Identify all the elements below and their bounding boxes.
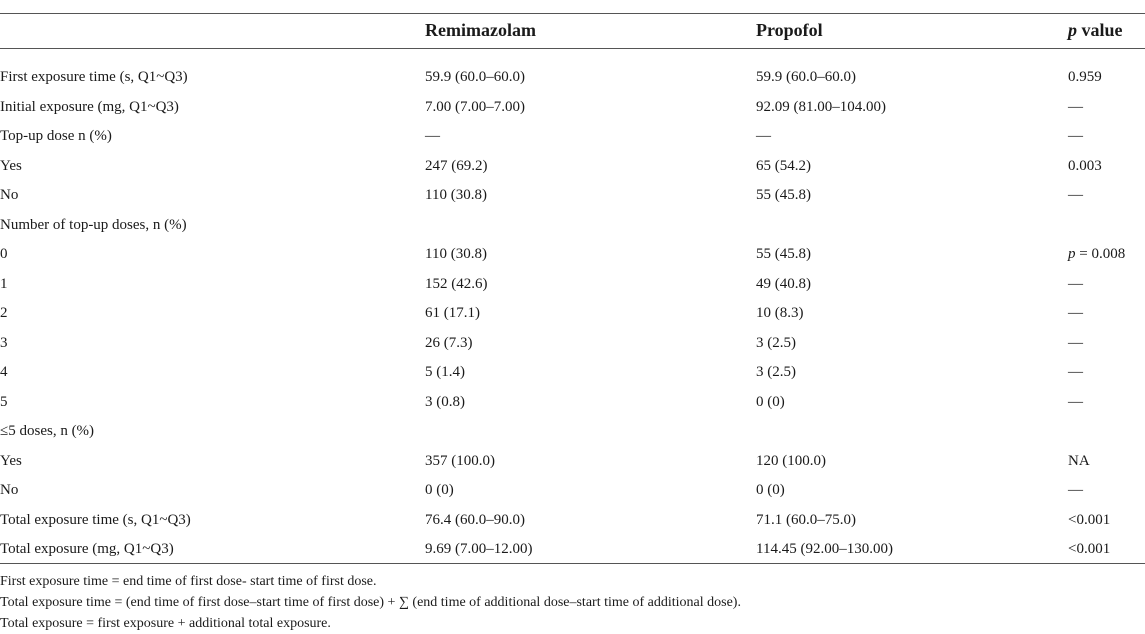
- p-value: —: [1068, 128, 1083, 145]
- row-label: 4: [0, 364, 8, 381]
- header-row: [0, 13, 1145, 47]
- table-row: [0, 152, 1145, 182]
- p-value: —: [1068, 364, 1083, 381]
- row-label: Number of top-up doses, n (%): [0, 216, 187, 233]
- propofol-value: 71.1 (60.0–75.0): [756, 511, 856, 528]
- propofol-value: 65 (54.2): [756, 157, 811, 174]
- footnote-3: Total exposure = first exposure + additional total exposure.: [0, 616, 331, 631]
- propofol-value: 3 (2.5): [756, 364, 796, 381]
- propofol-value: 120 (100.0): [756, 452, 826, 469]
- remimazolam-value: 61 (17.1): [425, 305, 480, 322]
- p-value: <0.001: [1068, 541, 1111, 558]
- header-propofol: Propofol: [756, 19, 823, 40]
- propofol-value: 55 (45.8): [756, 187, 811, 204]
- propofol-value: [756, 211, 1068, 241]
- p-value: —: [1068, 482, 1083, 499]
- header-p-value: p value: [1068, 19, 1123, 40]
- table-row: [0, 299, 1145, 329]
- propofol-value: 0 (0): [756, 482, 785, 499]
- row-label: Top-up dose n (%): [0, 128, 112, 145]
- table-row: [0, 240, 1145, 270]
- table-row: [0, 476, 1145, 506]
- remimazolam-value: 3 (0.8): [425, 393, 465, 410]
- row-label: Yes: [0, 452, 22, 469]
- table-row: [0, 329, 1145, 359]
- table-row: [0, 388, 1145, 418]
- table-row: [0, 506, 1145, 536]
- table-row: [0, 63, 1145, 93]
- p-value: p = 0.008: [1068, 246, 1126, 263]
- table-row: [0, 270, 1145, 300]
- p-value: —: [1068, 98, 1083, 115]
- remimazolam-value: —: [425, 128, 440, 145]
- row-label: 5: [0, 393, 8, 410]
- p-value: —: [1068, 305, 1083, 322]
- propofol-value: 114.45 (92.00–130.00): [756, 541, 893, 558]
- remimazolam-value: 76.4 (60.0–90.0): [425, 511, 525, 528]
- table-row: [0, 122, 1145, 152]
- row-label: 3: [0, 334, 8, 351]
- row-label: Initial exposure (mg, Q1~Q3): [0, 98, 179, 115]
- row-label: No: [0, 187, 19, 204]
- table-row: [0, 358, 1145, 388]
- propofol-value: [756, 417, 1068, 447]
- p-value: [1068, 417, 1145, 447]
- results-table: [0, 13, 1145, 565]
- p-value: 0.959: [1068, 69, 1102, 86]
- remimazolam-value: 110 (30.8): [425, 187, 487, 204]
- propofol-value: 92.09 (81.00–104.00): [756, 98, 886, 115]
- table-row: [0, 447, 1145, 477]
- remimazolam-value: 26 (7.3): [425, 334, 473, 351]
- remimazolam-value: [425, 417, 756, 447]
- footnotes: [0, 571, 1145, 634]
- row-label: 0: [0, 246, 8, 263]
- row-label: First exposure time (s, Q1~Q3): [0, 69, 188, 86]
- table-row: [0, 181, 1145, 211]
- propofol-value: 10 (8.3): [756, 305, 804, 322]
- header-label: [0, 13, 425, 47]
- remimazolam-value: 9.69 (7.00–12.00): [425, 541, 533, 558]
- remimazolam-value: 7.00 (7.00–7.00): [425, 98, 525, 115]
- footnote-2: Total exposure time = (end time of first dose–start time of first dose) + ∑ (end time of additional dose–start time of additional dose).: [0, 595, 741, 610]
- p-value: —: [1068, 393, 1083, 410]
- remimazolam-value: 0 (0): [425, 482, 454, 499]
- remimazolam-value: 247 (69.2): [425, 157, 488, 174]
- propofol-value: 0 (0): [756, 393, 785, 410]
- remimazolam-value: 5 (1.4): [425, 364, 465, 381]
- row-label: No: [0, 482, 19, 499]
- row-label: 1: [0, 275, 8, 292]
- row-label: ≤5 doses, n (%): [0, 423, 95, 440]
- table-row: [0, 535, 1145, 565]
- table-row: [0, 211, 1145, 241]
- table-body: [0, 63, 1145, 565]
- p-value: NA: [1068, 452, 1090, 469]
- row-label: 2: [0, 305, 8, 322]
- p-value: [1068, 211, 1145, 241]
- p-value: —: [1068, 334, 1083, 351]
- p-value: 0.003: [1068, 157, 1102, 174]
- footnote-1: First exposure time = end time of first dose- start time of first dose.: [0, 574, 377, 589]
- propofol-value: 3 (2.5): [756, 334, 796, 351]
- remimazolam-value: 59.9 (60.0–60.0): [425, 69, 525, 86]
- remimazolam-value: 152 (42.6): [425, 275, 488, 292]
- row-label: Total exposure time (s, Q1~Q3): [0, 511, 191, 528]
- header-gap: [0, 47, 1145, 63]
- propofol-value: —: [756, 128, 771, 145]
- propofol-value: 49 (40.8): [756, 275, 811, 292]
- p-value: <0.001: [1068, 511, 1111, 528]
- row-label: Total exposure (mg, Q1~Q3): [0, 541, 174, 558]
- row-label: Yes: [0, 157, 22, 174]
- table-row: [0, 93, 1145, 123]
- p-value: —: [1068, 275, 1083, 292]
- remimazolam-value: 357 (100.0): [425, 452, 495, 469]
- p-value: —: [1068, 187, 1083, 204]
- bottom-rule: [0, 563, 1145, 564]
- table-row: [0, 417, 1145, 447]
- header-rule: [0, 48, 1145, 49]
- propofol-value: 55 (45.8): [756, 246, 811, 263]
- header-remimazolam: Remimazolam: [425, 19, 536, 40]
- remimazolam-value: 110 (30.8): [425, 246, 487, 263]
- remimazolam-value: [425, 211, 756, 241]
- propofol-value: 59.9 (60.0–60.0): [756, 69, 856, 86]
